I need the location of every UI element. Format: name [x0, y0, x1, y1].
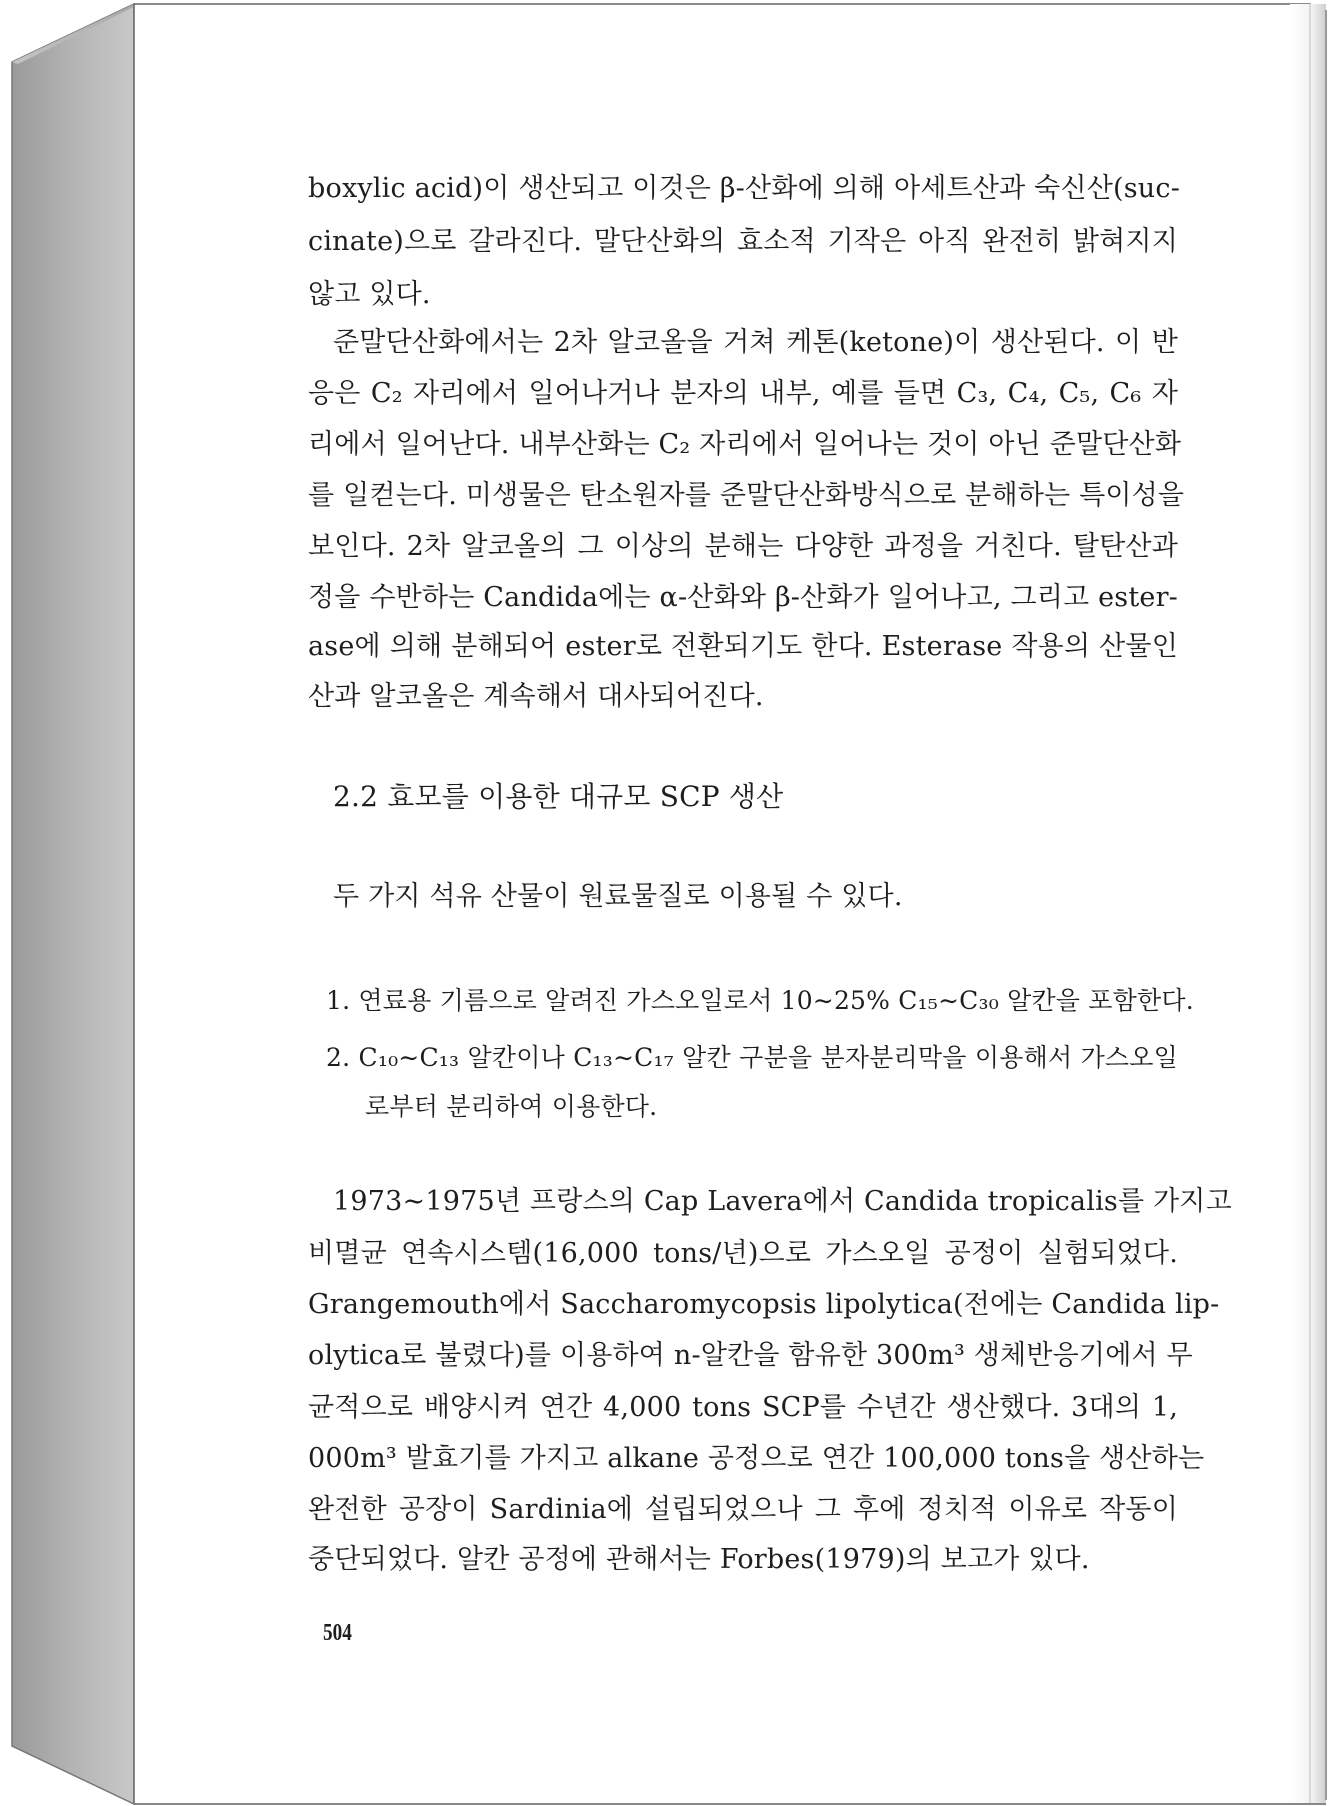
page-number: 504 [323, 1620, 352, 1646]
paragraph-2-line-8: 산과 알코올은 계속해서 대사되어진다. [308, 681, 764, 712]
paragraph-1-line-2: cinate)으로 갈라진다. 말단산화의 효소적 기작은 아직 완전히 밝혀지지 [308, 226, 1178, 257]
paragraph-1-line-1: boxylic acid)이 생산되고 이것은 β-산화에 의해 아세트산과 숙신산(suc- [308, 173, 1181, 204]
paragraph-3-line-3: Grangemouth에서 Saccharomycopsis lipolytica(전에는 Candida lip- [308, 1289, 1220, 1320]
list-item-1: 1. 연료용 기름으로 알려진 가스오일로서 10∼25% C₁₅∼C₃₀ 알칸을 포함한다. [326, 986, 1194, 1015]
section-heading: 2.2 효모를 이용한 대규모 SCP 생산 [333, 780, 784, 813]
paragraph-3-line-1: 1973∼1975년 프랑스의 Cap Lavera에서 Candida tropicalis를 가지고 [333, 1186, 1232, 1217]
paragraph-3-line-7: 완전한 공장이 Sardinia에 설립되었으나 그 후에 정치적 이유로 작동이 [308, 1494, 1178, 1525]
paragraph-2-line-1: 준말단산화에서는 2차 알코올을 거쳐 케톤(ketone)이 생산된다. 이 반 [333, 327, 1178, 358]
paragraph-3-line-5: 균적으로 배양시켜 연간 4,000 tons SCP를 수년간 생산했다. 3대의 1, [308, 1392, 1178, 1423]
paragraph-3-line-4: olytica로 불렸다)를 이용하여 n-알칸을 함유한 300m³ 생체반응기에서 무 [308, 1340, 1193, 1371]
intro-sentence: 두 가지 석유 산물이 원료물질로 이용될 수 있다. [333, 881, 903, 912]
paragraph-3-line-6: 000m³ 발효기를 가지고 alkane 공정으로 연간 100,000 tons을 생산하는 [308, 1443, 1205, 1474]
book-spine [12, 4, 134, 1804]
paragraph-3-line-8: 중단되었다. 알칸 공정에 관해서는 Forbes(1979)의 보고가 있다. [308, 1544, 1090, 1575]
paragraph-1-line-3: 않고 있다. [308, 279, 431, 310]
page-edge-shade [1290, 4, 1326, 1804]
list-item-2-line-1: 2. C₁₀∼C₁₃ 알칸이나 C₁₃∼C₁₇ 알칸 구분을 분자분리막을 이용해서 가스오일 [326, 1043, 1178, 1072]
paragraph-3-line-2: 비멸균 연속시스템(16,000 tons/년)으로 가스오일 공정이 실험되었다. [308, 1238, 1178, 1269]
paragraph-2-line-4: 를 일컫는다. 미생물은 탄소원자를 준말단산화방식으로 분해하는 특이성을 [308, 480, 1185, 511]
paragraph-2-line-7: ase에 의해 분해되어 ester로 전환되기도 한다. Esterase 작용의 산물인 [308, 631, 1178, 662]
list-item-2-line-2: 로부터 분리하여 이용한다. [365, 1092, 658, 1121]
paragraph-2-line-3: 리에서 일어난다. 내부산화는 C₂ 자리에서 일어나는 것이 아닌 준말단산화 [308, 429, 1182, 460]
paragraph-2-line-5: 보인다. 2차 알코올의 그 이상의 분해는 다양한 과정을 거친다. 탈탄산과 [308, 531, 1178, 562]
paragraph-2-line-6: 정을 수반하는 Candida에는 α-산화와 β-산화가 일어나고, 그리고 ester- [308, 582, 1178, 613]
paragraph-2-line-2: 응은 C₂ 자리에서 일어나거나 분자의 내부, 예를 들면 C₃, C₄, C₅, C₆ 자 [308, 378, 1178, 409]
